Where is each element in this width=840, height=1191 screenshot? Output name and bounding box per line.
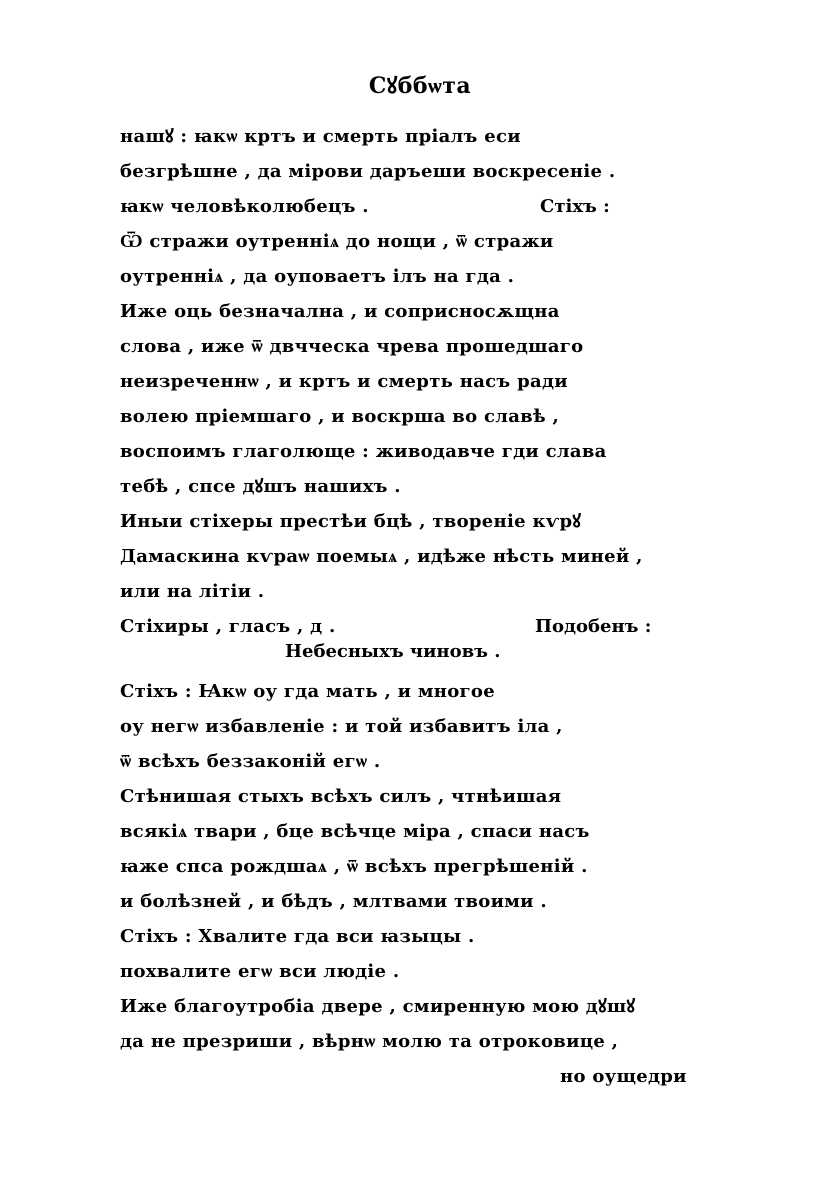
text-line-22: и болѣзней , и бѣдъ , млтвами твоими . bbox=[120, 891, 547, 912]
text-line-11: тебѣ , спсе дꙋшъ нашихъ . bbox=[120, 476, 401, 497]
text-line-15: Стіхиры , гласъ , д . bbox=[120, 616, 336, 637]
text-line-12: Иныи стіхеры престѣи бцѣ , твореніе кѵрꙋ bbox=[120, 511, 582, 532]
page-header-title: Сꙋббѡта bbox=[368, 73, 472, 99]
text-line-9: волею пріемшаго , и воскрша во славѣ , bbox=[120, 406, 560, 427]
text-line-24: похвалите егѡ вси людіе . bbox=[120, 961, 400, 982]
text-line-6: Иже оць безначална , и соприсносѫщна bbox=[120, 301, 560, 322]
text-line-13: Дамаскина кѵраѡ поемыѧ , идѣже нѣсть миней , bbox=[120, 546, 643, 567]
text-line-25: Иже благоутробіа двере , смиренную мою дꙋшꙋ bbox=[120, 996, 636, 1017]
podoben-label: Подобенъ : bbox=[535, 616, 652, 637]
text-line-16: Стіхъ : Ꙗкѡ оу гда мать , и многое bbox=[120, 681, 495, 702]
nebesnyh-label: Небесныхъ чиновъ . bbox=[285, 641, 501, 662]
text-line-7: слова , иже ѿ двчческа чрева прошедшаго bbox=[120, 336, 584, 357]
text-line-8: неизреченнѡ , и кртъ и смерть насъ ради bbox=[120, 371, 568, 392]
text-line-5: оутренніѧ , да оуповаетъ ілъ на гда . bbox=[120, 266, 515, 287]
stix-label-right: Стіхъ : bbox=[540, 196, 610, 217]
text-line-17: оу негѡ избавленіе : и той избавитъ іла , bbox=[120, 716, 563, 737]
text-line-1: нашꙋ : ꙗкѡ кртъ и смерть пріалъ еси bbox=[120, 126, 521, 147]
text-line-23: Стіхъ : Хвалите гда вси ꙗзыцы . bbox=[120, 926, 475, 947]
text-line-27: но оущедри bbox=[560, 1066, 687, 1087]
text-line-4: Ѿ стражи оутренніѧ до нощи , ѿ стражи bbox=[120, 231, 554, 252]
text-line-2: безгрѣшне , да мірови даръеши воскресеніе . bbox=[120, 161, 616, 182]
text-line-26: да не презриши , вѣрнѡ молю та отроковице , bbox=[120, 1031, 619, 1052]
text-line-21: ꙗже спса рождшаѧ , ѿ всѣхъ прегрѣшеній . bbox=[120, 856, 588, 877]
text-line-20: всякіѧ твари , бце всѣчце міра , спаси насъ bbox=[120, 821, 590, 842]
text-line-18: ѿ всѣхъ беззаконій егѡ . bbox=[120, 751, 381, 772]
text-line-14: или на літіи . bbox=[120, 581, 265, 602]
text-line-19: Стѣнишая стыхъ всѣхъ силъ , чтнѣишая bbox=[120, 786, 562, 807]
text-line-10: воспоимъ глаголюще : живодавче гди слава bbox=[120, 441, 607, 462]
text-line-3: ꙗкѡ человѣколюбецъ . bbox=[120, 196, 369, 217]
